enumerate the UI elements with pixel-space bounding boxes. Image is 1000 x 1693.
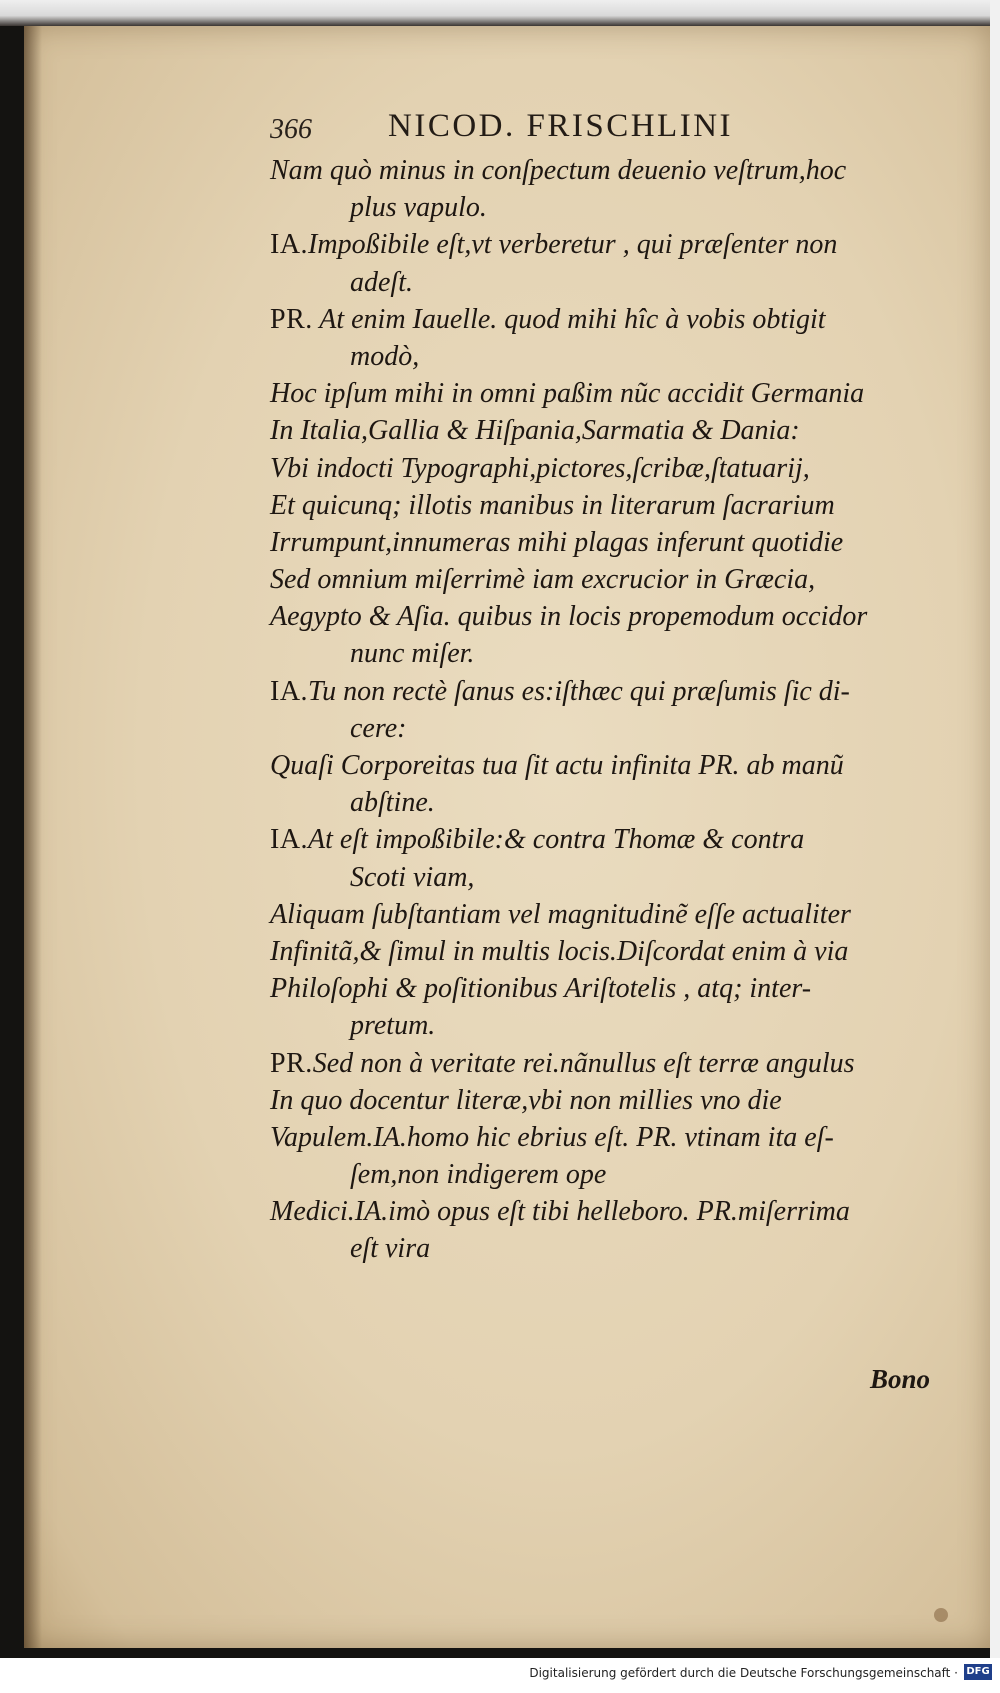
text-line: [270, 226, 950, 263]
line-text: Nam quò minus in conſpectum deuenio veſtrum,hoc: [270, 155, 847, 186]
text-line: [270, 524, 950, 561]
scan-background-top: [0, 0, 1000, 26]
line-text: Aliquam ſubſtantiam vel magnitudinẽ eſſe actualiter: [270, 898, 851, 930]
line-text: adeſt.: [350, 266, 413, 298]
line-text: Sed omnium miſerrimè iam excrucior in Græcia,: [270, 564, 816, 596]
line-text: Medici.IA.imò opus eſt tibi helleboro. PR.miſerrima: [270, 1196, 850, 1228]
line-text: Irrumpunt,innumeras mihi plagas inferunt quotidie: [270, 526, 844, 558]
line-text: Hoc ipſum mihi in omni paßim nũc accidit Germania: [270, 378, 865, 410]
text-line: [270, 1119, 950, 1156]
line-text: Sed non à veritate rei.nãnullus eſt terræ angulus: [312, 1047, 855, 1079]
text-line: [270, 1156, 950, 1193]
scan-background-right: [990, 0, 1000, 1693]
speaker-label: IA.: [270, 675, 309, 707]
text-line: [270, 264, 950, 301]
speaker-label: IA.: [270, 824, 309, 856]
line-text: nunc miſer.: [350, 638, 475, 670]
text-line: [270, 1230, 950, 1267]
text-line: [270, 710, 950, 747]
text-line: [270, 784, 950, 821]
text-line: [270, 1007, 950, 1044]
text-line: [270, 487, 950, 524]
text-line: [270, 375, 950, 412]
running-head: [270, 108, 810, 148]
text-line: [270, 1045, 950, 1082]
text-line: [270, 338, 950, 375]
text-line: [270, 970, 950, 1007]
line-text: Et quicunq; illotis manibus in literarum ſacrarium: [270, 489, 835, 521]
running-title: NICOD. FRISCHLINI: [388, 108, 734, 144]
text-line: [270, 152, 950, 189]
text-line: [270, 896, 950, 933]
line-text: Infinitã,& ſimul in multis locis.Diſcordat enim à via: [270, 935, 849, 967]
dfg-logo-icon: DFG: [964, 1664, 992, 1680]
text-line: [270, 933, 950, 970]
line-text: Quaſi Corporeitas tua ſit actu infinita PR. ab manũ: [270, 750, 844, 781]
text-line: [270, 561, 950, 598]
line-text: In quo docentur literæ,vbi non millies vno die: [270, 1084, 782, 1116]
line-text: Vbi indocti Typographi,pictores,ſcribæ,ſtatuarij,: [270, 452, 810, 484]
gutter-shadow: [24, 26, 42, 1648]
footer-bar: [0, 1658, 1000, 1693]
footer-credit: Digitalisierung gefördert durch die Deutsche Forschungsgemeinschaft ·: [529, 1666, 958, 1680]
line-text: plus vapulo.: [350, 192, 487, 224]
paper-stain: [934, 1608, 948, 1622]
text-line: [270, 450, 950, 487]
line-text: In Italia,Gallia & Hiſpania,Sarmatia & Dania:: [270, 415, 800, 447]
page-number: 366: [270, 114, 312, 145]
line-text: pretum.: [350, 1010, 436, 1042]
catchword: Bono: [870, 1364, 931, 1394]
speaker-label: PR.: [270, 1047, 313, 1079]
line-text: eſt vira: [350, 1233, 431, 1265]
text-line: [270, 1082, 950, 1119]
text-line: [270, 1193, 950, 1230]
line-text: ſem,non indigerem ope: [350, 1159, 607, 1191]
text-line: [270, 635, 950, 672]
line-text: modò,: [350, 340, 420, 372]
line-text: At eſt impoßibile:& contra Thomæ & contra: [308, 824, 805, 856]
text-line: [270, 747, 950, 784]
speaker-label: IA.: [270, 229, 309, 261]
text-line: [270, 598, 950, 635]
line-text: Philoſophi & poſitionibus Ariſtotelis , atq; inter-: [270, 973, 812, 1005]
text-line: [270, 301, 950, 338]
text-line: [270, 412, 950, 449]
speaker-label: PR.: [270, 303, 313, 335]
line-text: At enim Iauelle. quod mihi hîc à vobis obtigit: [312, 303, 826, 335]
line-text: Impoßibile eſt,vt verberetur , qui præſenter non: [308, 229, 838, 261]
text-line: [270, 821, 950, 858]
text-block: [270, 152, 950, 1268]
line-text: Tu non rectè ſanus es:iſthæc qui præſumis ſic di-: [308, 675, 850, 707]
text-line: [270, 859, 950, 896]
line-text: Aegypto & Aſia. quibus in locis propemodum occidor: [270, 601, 868, 633]
line-text: Vapulem.IA.homo hic ebrius eſt. PR. vtinam ita eſ-: [270, 1121, 834, 1153]
text-line: [270, 189, 950, 226]
line-text: Scoti viam,: [350, 861, 475, 893]
line-text: cere:: [350, 712, 407, 744]
text-line: [270, 673, 950, 710]
line-text: abſtine.: [350, 787, 435, 819]
